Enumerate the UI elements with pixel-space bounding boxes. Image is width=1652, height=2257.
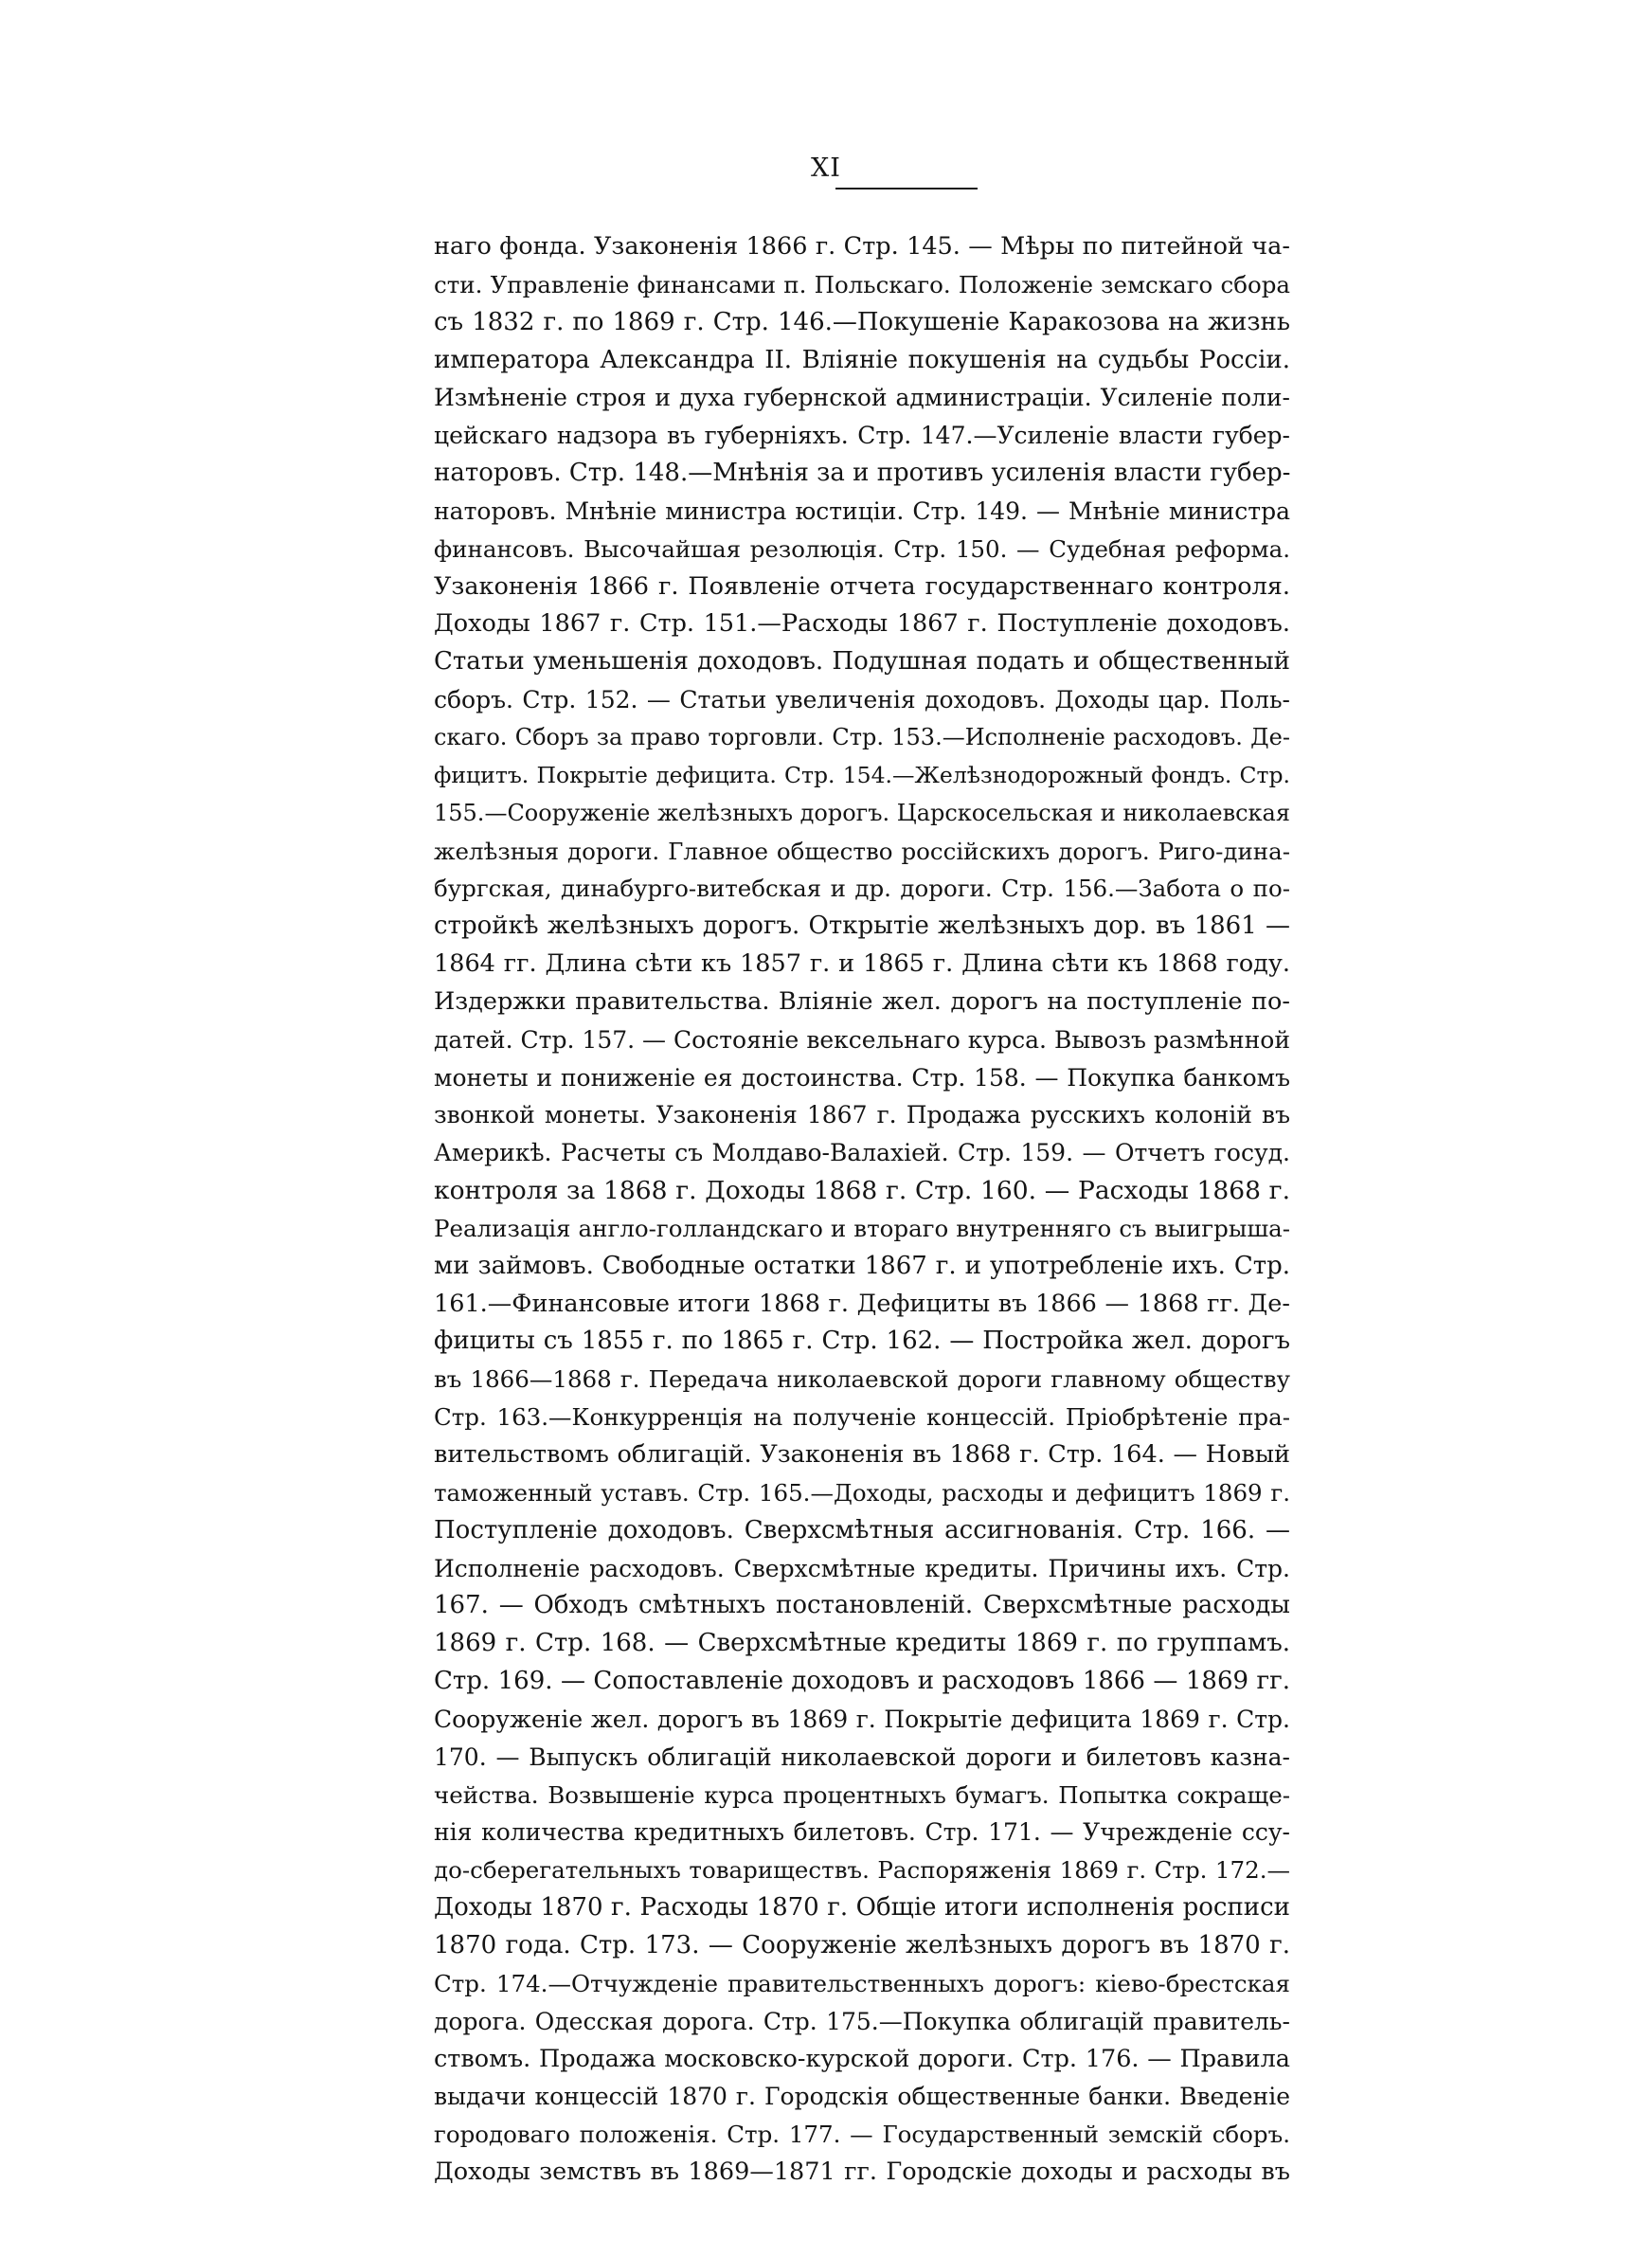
text-line: контроля за 1868 г. Доходы 1868 г. Стр. 160. — Расходы 1868 г. xyxy=(434,1176,1290,1206)
text-line: наго фонда. Узаконенія 1866 г. Стр. 145. — Мѣры по питейной ча- xyxy=(434,232,1290,261)
text-line: Доходы земствъ въ 1869—1871 гг. Городскіе доходы и расходы въ xyxy=(434,2158,1290,2187)
text-line: выдачи концессій 1870 г. Городскія общественные банки. Введеніе xyxy=(434,2083,1290,2111)
text-line: Исполненіе расходовъ. Сверхсмѣтные кредиты. Причины ихъ. Стр. xyxy=(434,1554,1290,1582)
header-rule xyxy=(835,188,978,190)
text-line: вительствомъ облигацій. Узаконенія въ 1868 г. Стр. 164. — Новый xyxy=(434,1440,1290,1469)
text-line: скаго. Сборъ за право торговли. Стр. 153.—Исполненіе расходовъ. Де- xyxy=(434,723,1290,750)
text-line: наторовъ. Мнѣніе министра юстиціи. Стр. 149. — Мнѣніе министра xyxy=(434,497,1290,525)
page-number: XI xyxy=(811,153,841,183)
text-line: Измѣненіе строя и духа губернской администраціи. Усиленіе поли- xyxy=(434,384,1290,412)
text-line: 161.—Финансовые итоги 1868 г. Дефициты въ 1866 — 1868 гг. Де- xyxy=(434,1289,1290,1318)
text-line: дорога. Одесская дорога. Стр. 175.—Покупка облигацій правитель- xyxy=(434,2007,1290,2035)
text-line: Америкѣ. Расчеты съ Молдаво-Валахіей. Стр. 159. — Отчетъ госуд. xyxy=(434,1139,1290,1167)
text-line: фициты съ 1855 г. по 1865 г. Стр. 162. — Постройка жел. дорогъ xyxy=(434,1327,1290,1356)
text-line: городоваго положенія. Стр. 177. — Государственный земскій сборъ. xyxy=(434,2121,1290,2149)
text-line: императора Александра II. Вліяніе покушенія на судьбы Россіи. xyxy=(434,345,1290,374)
text-line: цейскаго надзора въ губерніяхъ. Стр. 147.—Усиленіе власти губер- xyxy=(434,422,1290,450)
text-block xyxy=(434,228,1290,2192)
text-line: чейства. Возвышеніе курса процентныхъ бумагъ. Попытка сокраще- xyxy=(434,1780,1290,1809)
text-line: 155.—Сооруженіе желѣзныхъ дорогъ. Царскосельская и николаевская xyxy=(434,799,1290,826)
text-line: Реализація англо-голландскаго и втораго внутренняго съ выигрыша- xyxy=(434,1214,1290,1242)
text-line: до-сберегательныхъ товариществъ. Распоряженія 1869 г. Стр. 172.— xyxy=(434,1856,1290,1885)
text-line: Поступленіе доходовъ. Сверхсмѣтныя ассигнованія. Стр. 166. — xyxy=(434,1515,1290,1544)
text-line: 1864 гг. Длина сѣти къ 1857 г. и 1865 г. Длина сѣти къ 1868 году. xyxy=(434,949,1290,979)
text-line: сти. Управленіе финансами п. Польскаго. Положеніе земскаго сбора xyxy=(434,270,1290,298)
text-line: наторовъ. Стр. 148.—Мнѣнія за и противъ усиленія власти губер- xyxy=(434,459,1290,488)
text-line: фицитъ. Покрытіе дефицита. Стр. 154.—Желѣзнодорожный фондъ. Стр. xyxy=(434,761,1290,788)
text-line: съ 1832 г. по 1869 г. Стр. 146.—Покушеніе Каракозова на жизнь xyxy=(434,307,1290,336)
text-line: датей. Стр. 157. — Состояніе вексельнаго курса. Вывозъ размѣнной xyxy=(434,1025,1290,1054)
text-line: въ 1866—1868 г. Передача николаевской дороги главному обществу xyxy=(434,1365,1290,1394)
text-line: бургская, динабурго-витебская и др. дороги. Стр. 156.—Забота о по- xyxy=(434,875,1290,903)
text-line: желѣзныя дороги. Главное общество россійскихъ дорогъ. Риго-дина- xyxy=(434,837,1290,865)
text-line: Издержки правительства. Вліяніе жел. дорогъ на поступленіе по- xyxy=(434,986,1290,1016)
text-line: финансовъ. Высочайшая резолюція. Стр. 150. — Судебная реформа. xyxy=(434,534,1290,563)
text-line: 1870 года. Стр. 173. — Сооруженіе желѣзныхъ дорогъ въ 1870 г. xyxy=(434,1930,1290,1959)
text-line: таможенный уставъ. Стр. 165.—Доходы, расходы и дефицитъ 1869 г. xyxy=(434,1478,1290,1507)
text-line: звонкой монеты. Узаконенія 1867 г. Продажа русскихъ колоній въ xyxy=(434,1101,1290,1129)
text-line: ствомъ. Продажа московско-курской дороги. Стр. 176. — Правила xyxy=(434,2044,1290,2073)
text-line: Доходы 1870 г. Расходы 1870 г. Общіе итоги исполненія росписи xyxy=(434,1893,1290,1923)
text-line: Стр. 169. — Сопоставленіе доходовъ и расходовъ 1866 — 1869 гг. xyxy=(434,1667,1290,1696)
text-line: Стр. 163.—Конкурренція на полученіе концессій. Пріобрѣтеніе пра- xyxy=(434,1403,1290,1432)
text-line: Доходы 1867 г. Стр. 151.—Расходы 1867 г. Поступленіе доходовъ. xyxy=(434,609,1290,639)
text-line: ми займовъ. Свободные остатки 1867 г. и употребленіе ихъ. Стр. xyxy=(434,1251,1290,1280)
text-line: стройкѣ желѣзныхъ дорогъ. Открытіе желѣзныхъ дор. въ 1861 — xyxy=(434,912,1290,941)
text-line: 167. — Обходъ смѣтныхъ постановленій. Сверхсмѣтные расходы xyxy=(434,1591,1290,1620)
text-line: 1869 г. Стр. 168. — Сверхсмѣтные кредиты 1869 г. по группамъ. xyxy=(434,1629,1290,1658)
text-line: Статьи уменьшенія доходовъ. Подушная подать и общественный xyxy=(434,647,1290,677)
text-line: Узаконенія 1866 г. Появленіе отчета государственнаго контроля. xyxy=(434,571,1290,601)
text-line: сборъ. Стр. 152. — Статьи увеличенія доходовъ. Доходы цар. Поль- xyxy=(434,686,1290,714)
text-line: Сооруженіе жел. дорогъ въ 1869 г. Покрытіе дефицита 1869 г. Стр. xyxy=(434,1705,1290,1733)
text-line: монеты и пониженіе ея достоинства. Стр. 158. — Покупка банкомъ xyxy=(434,1063,1290,1092)
text-line: 170. — Выпускъ облигацій николаевской дороги и билетовъ казна- xyxy=(434,1742,1290,1771)
text-line: Стр. 174.—Отчужденіе правительственныхъ дорогъ: кіево-брестская xyxy=(434,1969,1290,1997)
text-line: нія количества кредитныхъ билетовъ. Стр. 171. — Учрежденіе ссу- xyxy=(434,1818,1290,1847)
